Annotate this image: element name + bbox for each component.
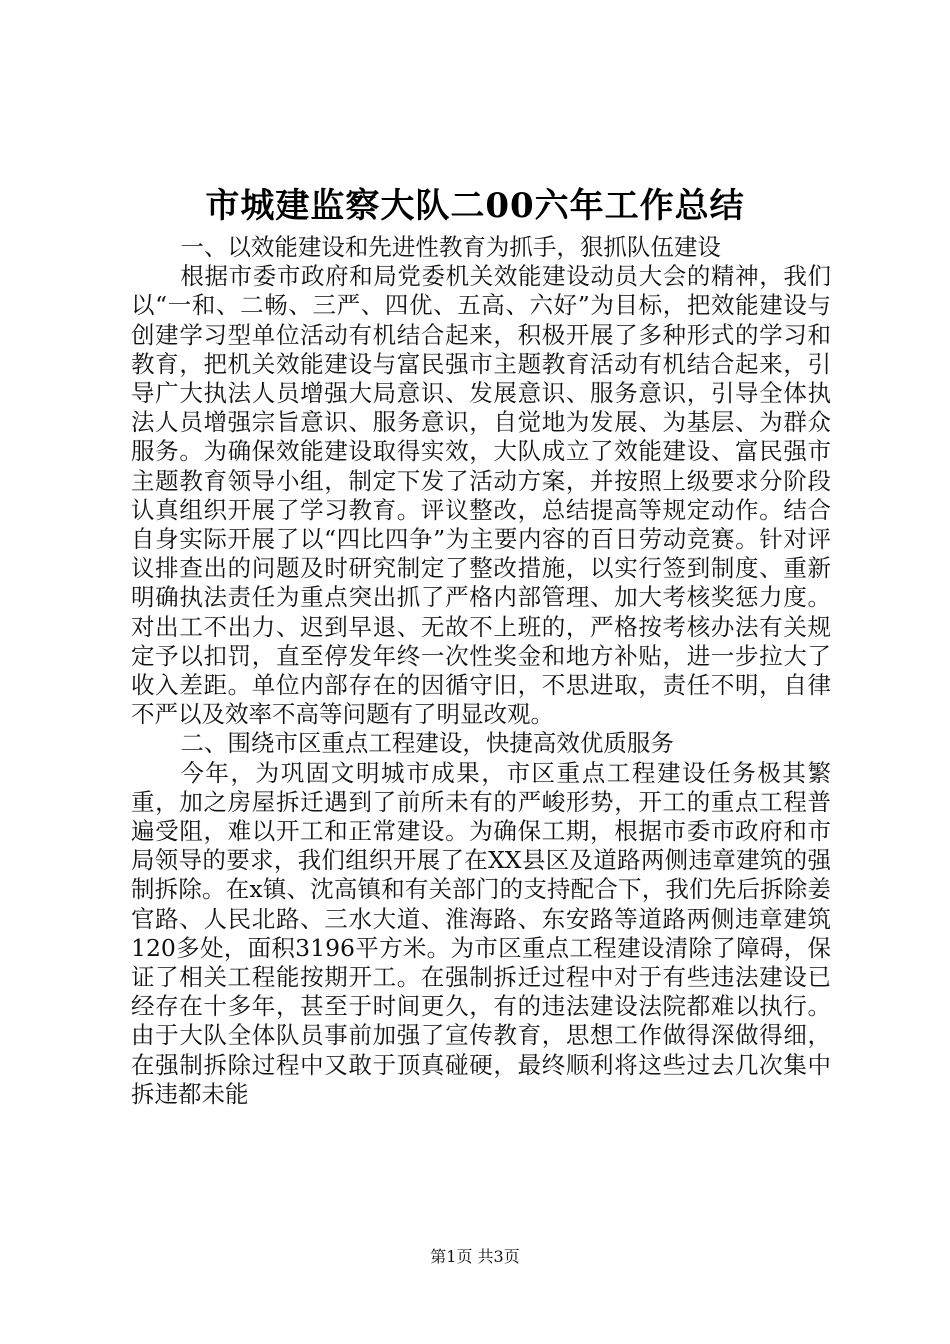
document-title: 市城建监察大队二00六年工作总结 — [205, 186, 745, 226]
document-body — [131, 233, 831, 1109]
section-paragraph-1: 根据市委市政府和局党委机关效能建设动员大会的精神，我们以“一和、二畅、三严、四优、五高、六好”为目标，把效能建设与创建学习型单位活动有机结合起来，积极开展了多种形式的学习和教育，把机关效能建设与富民强市主题教育活动有机结合起来，引导广大执法人员增强大局意识、发展意识、服务意识，引导全体执法人员增强宗旨意识、服务意识，自觉地为发展、为基层、为群众服务。为确保效能建设取得实效，大队成立了效能建设、富民强市主题教育领导小组，制定下发了活动方案，并按照上级要求分阶段认真组织开展了学习教育。评议整改，总结提高等规定动作。结合自身实际开展了以“四比四争”为主要内容的百日劳动竞赛。针对评议排查出的问题及时研究制定了整改措施，以实行签到制度、重新明确执法责任为重点突出抓了严格内部管理、加大考核奖惩力度。对出工不出力、迟到早退、无故不上班的，严格按考核办法有关规定予以扣罚，直至停发年终一次性奖金和地方补贴，进一步拉大了收入差距。单位内部存在的因循守旧，不思进取，责任不明，自律不严以及效率不高等问题有了明显改观。 — [131, 262, 831, 729]
section-heading-1: 一、以效能建设和先进性教育为抓手，狠抓队伍建设 — [180, 233, 721, 261]
section-paragraph-2: 今年，为巩固文明城市成果，市区重点工程建设任务极其繁重，加之房屋拆迁遇到了前所未有的严峻形势，开工的重点工程普遍受阻，难以开工和正常建设。为确保工期，根据市委市政府和市局领导的要求，我们组织开展了在XX县区及道路两侧违章建筑的强制拆除。在x镇、沈高镇和有关部门的支持配合下，我们先后拆除姜官路、人民北路、三水大道、淮海路、东安路等道路两侧违章建筑120多处，面积3196平方米。为市区重点工程建设清除了障碍，保证了相关工程能按期开工。在强制拆迁过程中对于有些违法建设已经存在十多年，甚至于时间更久，有的违法建设法院都难以执行。由于大队全体队员事前加强了宣传教育，思想工作做得深做得细，在强制拆除过程中又敢于顶真碰硬，最终顺利将这些过去几次集中拆违都未能 — [131, 758, 831, 1108]
page-footer: 第1页 共3页 — [430, 1247, 520, 1266]
section-heading-2: 二、围绕市区重点工程建设，快捷高效优质服务 — [180, 729, 674, 758]
